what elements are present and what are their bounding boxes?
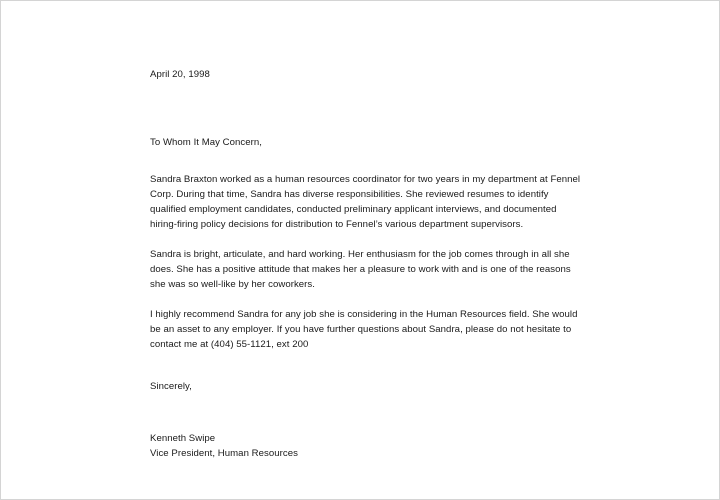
signer-title: Vice President, Human Resources <box>150 448 298 459</box>
letter-closing: Sincerely, <box>150 381 192 392</box>
letter-date: April 20, 1998 <box>150 69 210 80</box>
letter-salutation: To Whom It May Concern, <box>150 137 262 148</box>
letter-paragraph-3: I highly recommend Sandra for any job she is considering in the Human Resources field. She would be an asset to any employer. If you have further questions about Sandra, please do not hesitate to contact me at (404) 55-1121, ext 200 <box>150 309 578 350</box>
letter-paragraph-2: Sandra is bright, articulate, and hard working. Her enthusiasm for the job comes through in all she does. She has a positive attitude that makes her a pleasure to work with and is one of the reasons she was so well-like by her coworkers. <box>150 249 571 290</box>
letter-paragraph-1: Sandra Braxton worked as a human resources coordinator for two years in my department at Fennel Corp. During that time, Sandra has diverse responsibilities. She reviewed resumes to identify qualified employment candidates, conducted preliminary applicant interviews, and documented hiring-firing policy decisions for distribution to Fennel’s various department supervisors. <box>150 174 581 230</box>
signature-block <box>150 431 582 461</box>
signer-name: Kenneth Swipe <box>150 433 216 444</box>
letter-body <box>150 67 582 461</box>
